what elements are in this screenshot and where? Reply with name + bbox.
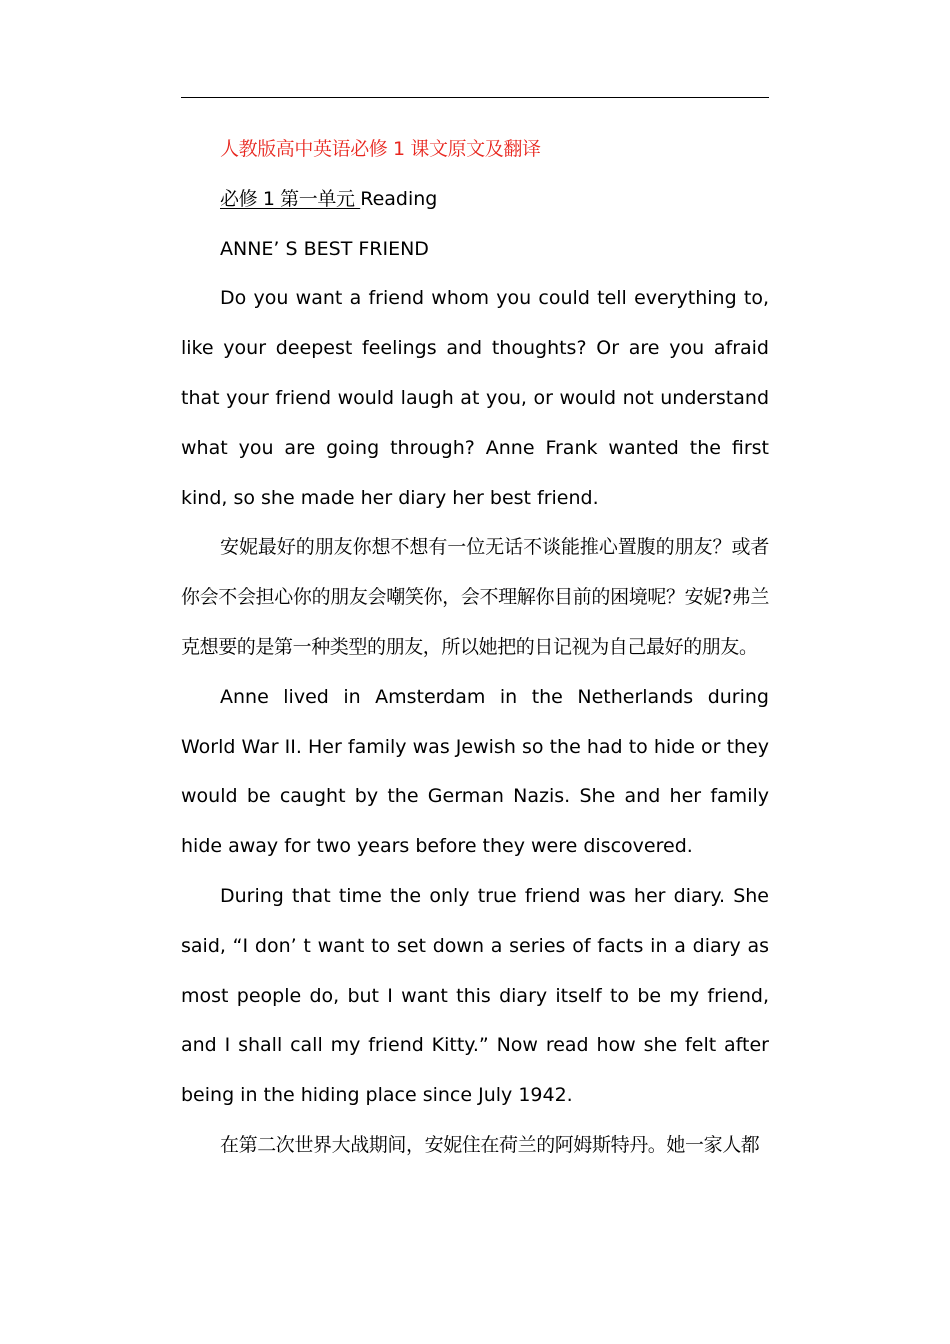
paragraph-5-translation: 在第二次世界大战期间，安妮住在荷兰的阿姆斯特丹。她一家人都 <box>220 1133 760 1156</box>
document-title: 人教版高中英语必修 1 课文原文及翻译 <box>220 138 541 160</box>
text-heading: ANNE’ S BEST FRIEND <box>220 237 429 260</box>
unit-line <box>181 175 769 225</box>
paragraph-1: Do you want a friend whom you could tell everything to, like your deepest feelings and thoughts? Or are you afraid that your friend would laugh at you, or would not understand what you are going through? Anne Frank wanted the first kind, so she made her diary her best friend. <box>181 287 769 509</box>
unit-reading: Reading <box>360 187 438 210</box>
header-rule <box>181 97 769 98</box>
unit-label: 必修 1 第一单元 <box>220 187 361 210</box>
document-body <box>181 125 769 1171</box>
paragraph-4: During that time the only true friend was her diary. She said, “I don’ t want to set down a series of facts in a diary as most people do, but I want this diary itself to be my friend, and I shall call my friend Kitty.” Now read how she felt after being in the hiding place since July 1942. <box>181 884 769 1107</box>
paragraph-2-translation: 安妮最好的朋友你想不想有一位无话不谈能推心置腹的朋友？或者你会不会担心你的朋友会嘲笑你，会不理解你目前的困境呢？安妮?弗兰克想要的是第一种类型的朋友，所以她把的日记视为自己最好的朋友。 <box>181 536 769 658</box>
paragraph-3: Anne lived in Amsterdam in the Netherlands during World War II. Her family was Jewish so the had to hide or they would be caught by the German Nazis. She and her family hide away for two years before they were discovered. <box>181 685 769 858</box>
